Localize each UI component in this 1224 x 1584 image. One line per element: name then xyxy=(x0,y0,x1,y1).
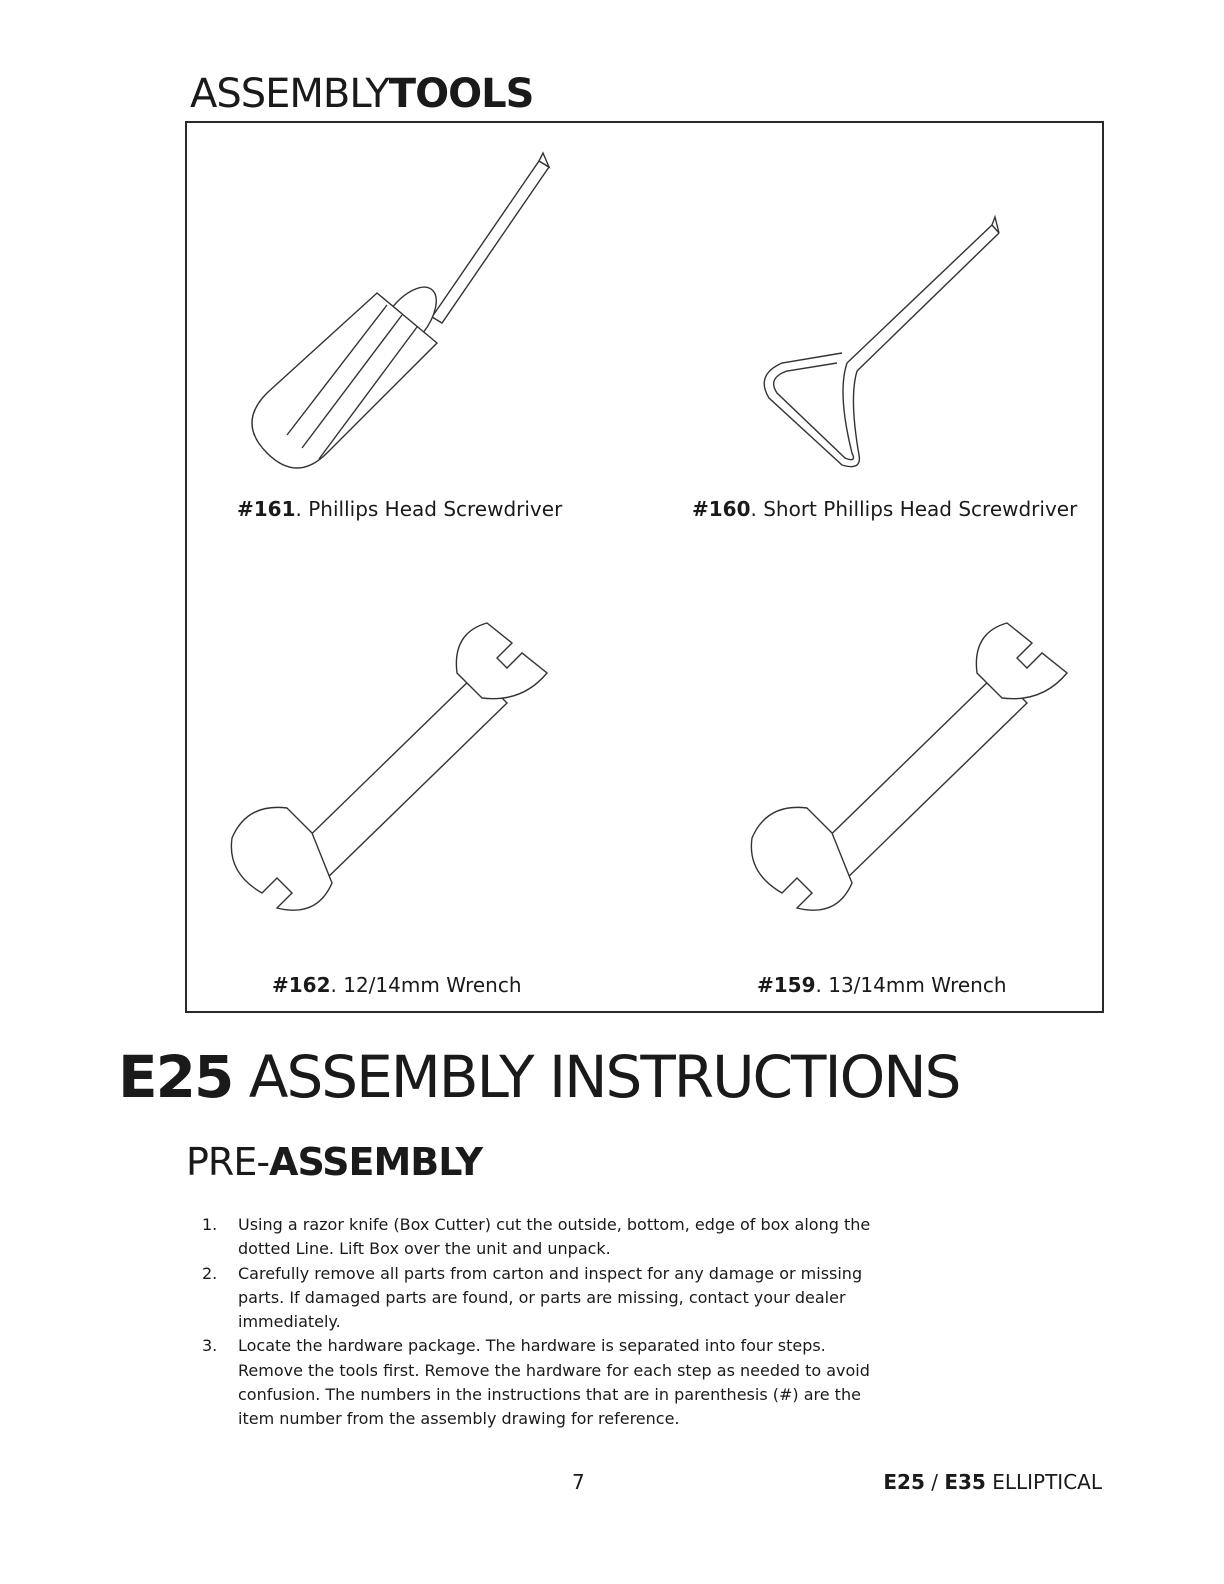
tool-name: . 12/14mm Wrench xyxy=(330,973,522,997)
screwdriver-icon xyxy=(227,143,557,493)
page-title-text: ASSEMBLY INSTRUCTIONS xyxy=(248,1043,960,1111)
tool-caption-160 xyxy=(692,497,1077,521)
tool-name: . Phillips Head Screwdriver xyxy=(295,497,563,521)
section-title xyxy=(186,1140,483,1184)
wrench-icon xyxy=(742,603,1082,933)
tool-name: . 13/14mm Wrench xyxy=(815,973,1007,997)
tool-name: . Short Phillips Head Screwdriver xyxy=(750,497,1078,521)
page-number: 7 xyxy=(572,1470,585,1494)
tool-number: #161 xyxy=(237,497,296,521)
page-title xyxy=(118,1043,960,1111)
footer-product-title xyxy=(883,1470,1102,1494)
tool-number: #162 xyxy=(272,973,331,997)
step-text: Carefully remove all parts from carton and inspect for any damage or missing parts. If damaged parts are found, or parts are missing, contact your dealer immediately. xyxy=(238,1263,863,1332)
pre-assembly-steps xyxy=(198,1213,888,1432)
wrench-icon xyxy=(222,603,562,933)
tools-panel xyxy=(185,121,1104,1013)
tool-caption-162 xyxy=(272,973,522,997)
tool-caption-159 xyxy=(757,973,1007,997)
tools-heading-bold: TOOLS xyxy=(388,71,534,117)
section-title-light: PRE- xyxy=(186,1140,270,1184)
page-title-model: E25 xyxy=(118,1043,233,1111)
tools-heading-light: ASSEMBLY xyxy=(190,71,389,117)
short-screwdriver-icon xyxy=(747,213,1007,473)
section-title-bold: ASSEMBLY xyxy=(269,1140,483,1184)
step-index: 1. xyxy=(202,1215,218,1234)
step-text: Using a razor knife (Box Cutter) cut the outside, bottom, edge of box along the dotted Line. Lift Box over the unit and unpack. xyxy=(238,1215,871,1259)
footer-model-a: E25 xyxy=(883,1470,925,1494)
step-index: 2. xyxy=(202,1263,218,1283)
tool-number: #159 xyxy=(757,973,816,997)
tool-number: #160 xyxy=(692,497,751,521)
step-text: Locate the hardware package. The hardware is separated into four steps. Remove the tools first. Remove the hardware for each step as needed to avoid confusion. The numbers in the instructions that are in parenthesis (#) are the item number from the assembly drawing for reference. xyxy=(238,1336,870,1429)
footer-model-b: E35 xyxy=(944,1470,986,1494)
step-item xyxy=(198,1213,888,1262)
footer-separator: / xyxy=(924,1470,945,1494)
step-index: 3. xyxy=(202,1336,218,1356)
step-item xyxy=(198,1262,888,1335)
tool-caption-161 xyxy=(237,497,562,521)
step-item xyxy=(198,1334,888,1431)
tools-heading xyxy=(190,71,534,117)
footer-product: ELLIPTICAL xyxy=(985,1470,1102,1494)
